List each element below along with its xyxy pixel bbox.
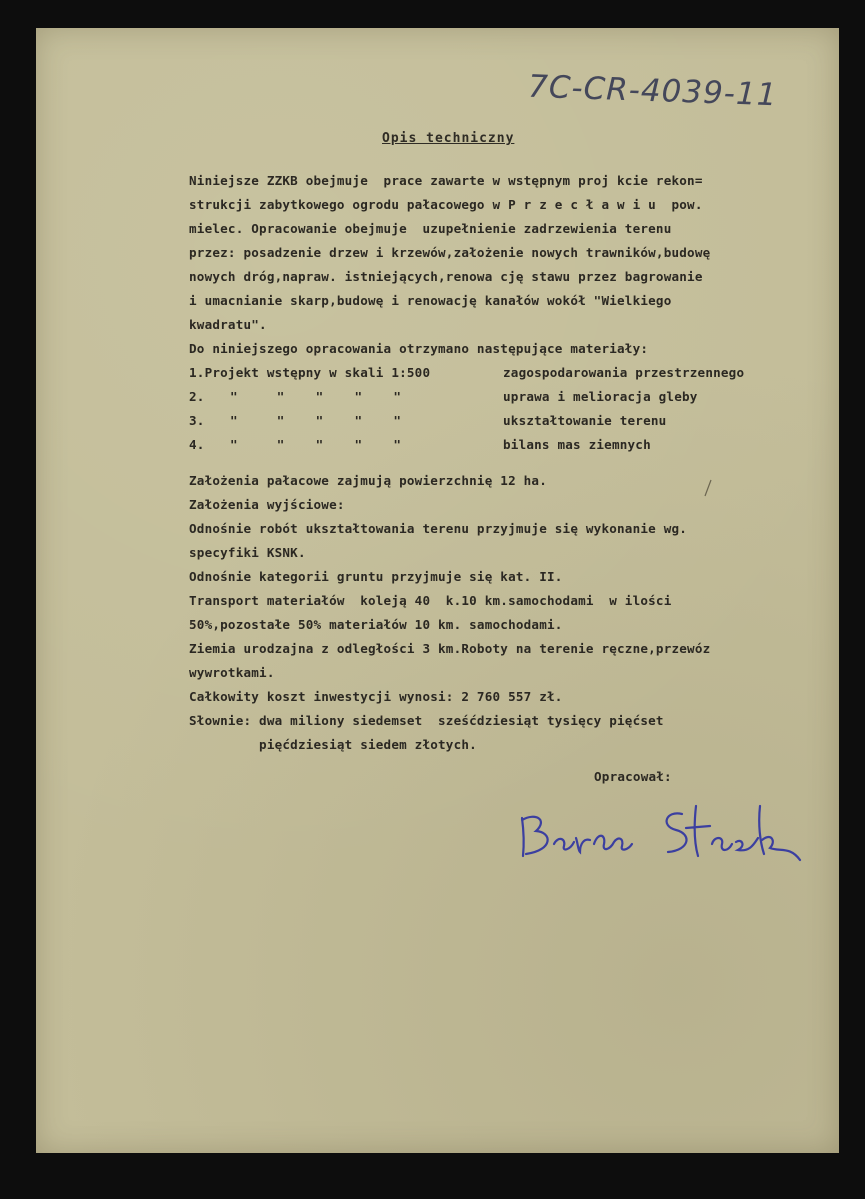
text-line: wywrotkami. bbox=[189, 665, 275, 680]
handwritten-signature bbox=[514, 798, 814, 868]
text-line: Ziemia urodzajna z odległości 3 km.Roboty na terenie ręczne,przewóz bbox=[189, 641, 711, 656]
text-line: i umacnianie skarp,budowę i renowację kanałów wokół "Wielkiego bbox=[189, 293, 672, 308]
total-cost: Całkowity koszt inwestycji wynosi: 2 760 557 zł. bbox=[189, 689, 563, 704]
text-line: mielec. Opracowanie obejmuje uzupełnienie zadrzewienia terenu bbox=[189, 221, 672, 236]
document-title: Opis techniczny bbox=[382, 131, 515, 146]
text-line: strukcji zabytkowego ogrodu pałacowego w P r z e c ł a w i u pow. bbox=[189, 197, 703, 212]
signer-label: Opracował: bbox=[594, 769, 672, 784]
area-statement: Założenia pałacowe zajmują powierzchnię 12 ha. bbox=[189, 473, 547, 488]
material-left: 2. bbox=[189, 389, 205, 404]
material-right: zagospodarowania przestrzennego bbox=[503, 365, 745, 380]
text-line: Odnośnie robót ukształtowania terenu przyjmuje się wykonanie wg. bbox=[189, 521, 688, 536]
text-line: specyfiki KSNK. bbox=[189, 545, 306, 560]
material-left: 4. bbox=[189, 437, 205, 452]
archive-number-handwritten: 7C-CR-4039-11 bbox=[527, 68, 779, 114]
text-line: Transport materiałów koleją 40 k.10 km.samochodami w ilości bbox=[189, 593, 672, 608]
materials-intro: Do niniejszego opracowania otrzymano następujące materiały: bbox=[189, 341, 649, 356]
material-right: uprawa i melioracja gleby bbox=[503, 389, 698, 404]
text-line: pięćdziesiąt siedem złotych. bbox=[189, 737, 477, 752]
material-right: ukształtowanie terenu bbox=[503, 413, 667, 428]
material-right: bilans mas ziemnych bbox=[503, 437, 651, 452]
text-line: nowych dróg,napraw. istniejących,renowa cję stawu przez bagrowanie bbox=[189, 269, 703, 284]
text-line: przez: posadzenie drzew i krzewów,założenie nowych trawników,budowę bbox=[189, 245, 711, 260]
text-line: Odnośnie kategorii gruntu przyjmuje się kat. II. bbox=[189, 569, 563, 584]
assumptions-heading: Założenia wyjściowe: bbox=[189, 497, 345, 512]
text-line: 50%,pozostałe 50% materiałów 10 km. samochodami. bbox=[189, 617, 563, 632]
material-left: 3. bbox=[189, 413, 205, 428]
ditto-marks: " " " " " bbox=[230, 437, 402, 452]
text-line: Niniejsze ZZKB obejmuje prace zawarte w wstępnym proj kcie rekon= bbox=[189, 173, 703, 188]
text-line: kwadratu". bbox=[189, 317, 267, 332]
text-line: Słownie: dwa miliony siedemset sześćdziesiąt tysięcy pięćset bbox=[189, 713, 664, 728]
ditto-marks: " " " " " bbox=[230, 413, 402, 428]
pencil-mark-icon bbox=[701, 478, 715, 498]
material-left: 1.Projekt wstępny w skali 1:500 bbox=[189, 365, 431, 380]
document-page bbox=[36, 28, 839, 1153]
ditto-marks: " " " " " bbox=[230, 389, 402, 404]
